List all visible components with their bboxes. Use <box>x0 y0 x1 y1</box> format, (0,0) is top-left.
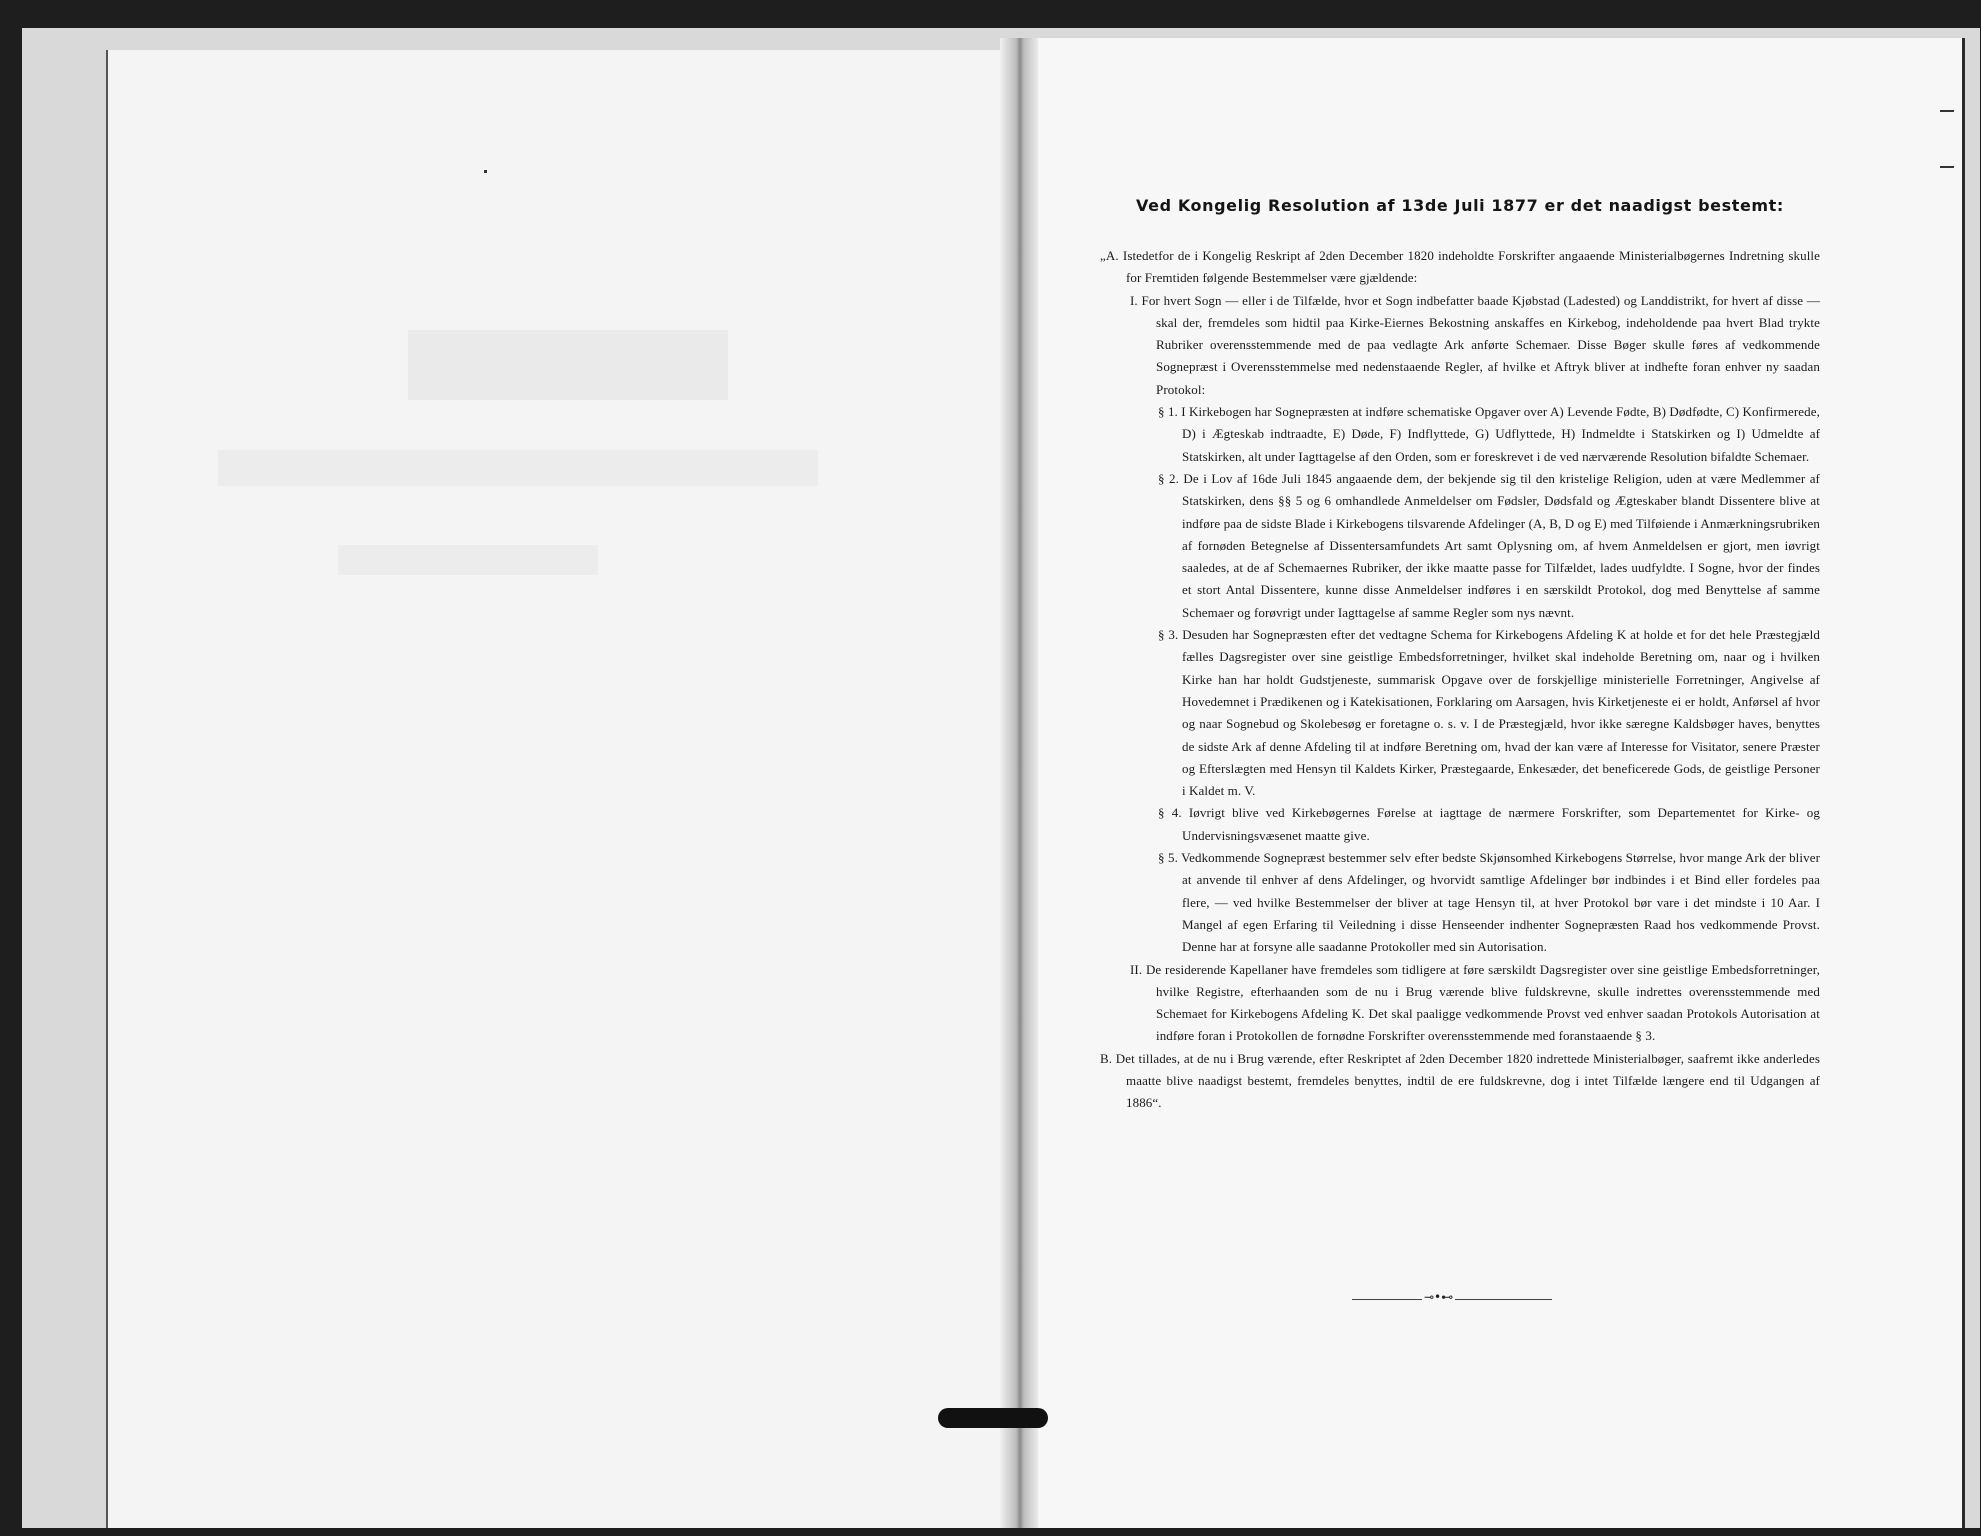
left-page <box>106 50 1003 1528</box>
paragraph-2: § 2. De i Lov af 16de Juli 1845 angaaende dem, der bekjende sig til den kristelige Religion, uden at være Medlemmer af Statskirken, dens §§ 5 og 6 omhandlede Anmeldelser om Fødsler, Dødsfald og Ægteskaber blandt Dissentere blive at indføre paa de sidste Blade i Kirkebogens tilsvarende Afdelinger (A, B, D og E) med Tilføiende i Anmærkningsrubriken af fornøden Betegnelse af Dissentersamfundets Art samt Oplysning om, af hvem Anmeldelsen er gjort, men iøvrigt saaledes, at de af Schemaernes Rubriker, der ikke maatte passe for Tilfældet, lades uudfyldte. I Sogne, hvor der findes et stort Antal Dissentere, kunne disse Anmeldelser indføres i en særskildt Protokol, dog med Benyttelse af samme Schemaer og forøvrigt under Iagttagelse af samme Regler som nys nævnt. <box>1158 470 1820 620</box>
section-a-i: I. For hvert Sogn — eller i de Tilfælde, hvor et Sogn indbefatter baade Kjøbstad (Ladested) og Landdistrikt, for hvert af disse — skal der, fremdeles som hidtil paa Kirke-Eiernes Bekostning anskaffes en Kirkebog, indeholdende paa hvert Blad trykte Rubriker overensstemmende med de paa vedlagte Ark anførte Schemaer. Disse Bøger skulle føres af vedkommende Sognepræst i Overensstemmelse med nedenstaaende Regler, af hvilke et Aftryk bliver at indhefte foran enhver ny saadan Protokol: <box>1130 292 1820 397</box>
document-title: Ved Kongelig Resolution af 13de Juli 1877 er det naadigst bestemt: <box>1136 196 1784 215</box>
section-a: „A. Istedetfor de i Kongelig Reskript af 2den December 1820 indeholdte Forskrifter angaaende Ministerialbøgernes Indretning skulle for Fremtiden følgende Bestemmelser være gjældende: <box>1100 248 1820 286</box>
bleed-through-mark <box>408 330 728 400</box>
speck <box>1940 166 1954 168</box>
paragraph-1: § 1. I Kirkebogen har Sognepræsten at indføre schematiske Opgaver over A) Levende Fødte, B) Dødfødte, C) Konfirmerede, D) i Ægteskab indtraadte, E) Døde, F) Indflyttede, G) Udflyttede, H) Indmeldte i Statskirken og I) Udmeldte af Statskirken, alt under Iagttagelse af den Orden, som er foreskrevet i de ved nærværende Resolution bifaldte Schemaer. <box>1158 404 1820 464</box>
paragraph-3: § 3. Desuden har Sognepræsten efter det vedtagne Schema for Kirkebogens Afdeling K at holde et for det hele Præstegjæld fælles Dagsregister over sine geistlige Embedsforretninger, hvilket skal indeholde Beretning om, naar og i hvilken Kirke han har holdt Gudstjeneste, summarisk Opgave over de forskjellige ministerielle Forretninger, Angivelse af Hovedemnet i Prædikenen og i Katekisationen, Forklaring om Aarsagen, hvis Kirketjeneste ei er holdt, Anførsel af hvor og naar Sognebud og Skolebesøg er foretagne o. s. v. I de Præstegjæld, hvor ikke særegne Kaldsbøger haves, benyttes de sidste Ark af denne Afdeling til at indføre Beretning om, hvad der kan være af Interesse for Visitator, senere Præster og Efterslægten med Hensyn til Kaldets Kirker, Præstegaarde, Enkesæder, det beneficerede Gods, de geistlige Personer i Kaldet m. V. <box>1158 627 1820 799</box>
section-a-ii: II. De residerende Kapellaner have fremdeles som tidligere at føre særskildt Dagsregister over sine geistlige Embedsforretninger, hvilke Registre, efterhaanden som de nu i Brug værende blive fuldskrevne, skulle indrettes overensstemmende med Schemaet for Kirkebogens Afdeling K. Det skal paaligge vedkommende Provst ved enhver saadan Protokols Autorisation at indføre foran i Protokollen de fornødne Forskrifter overensstemmende med foranstaaende § 3. <box>1130 961 1820 1044</box>
bleed-through-mark <box>218 450 818 486</box>
document-body <box>1100 245 1820 1115</box>
bleed-through-mark <box>338 545 598 575</box>
end-ornament: ⊸•⊷ <box>1424 1290 1454 1304</box>
paragraph-5: § 5. Vedkommende Sognepræst bestemmer selv efter bedste Skjønsomhed Kirkebogens Størrelse, hvor mange Ark der bliver at anvende til enhver af dens Afdelinger, og hvorvidt samtlige Afdelinger bør indbindes i et Bind eller fordeles paa flere, — ved hvilke Bestemmelser der bliver at tage Hensyn til, at hver Protokol bør vare i det mindste i 10 Aar. I Mangel af egen Erfaring til Veiledning i disse Henseender indhenter Sognepræsten Raad hos vedkommende Provst. Denne har at forsyne alle saadanne Protokoller med sin Autorisation. <box>1158 850 1820 955</box>
paragraph-4: § 4. Iøvrigt blive ved Kirkebøgernes Førelse at iagttage de nærmere Forskrifter, som Departementet for Kirke- og Undervisningsvæsenet maatte give. <box>1158 805 1820 843</box>
binding-clip <box>938 1408 1048 1428</box>
speck <box>484 170 487 173</box>
section-b: B. Det tillades, at de nu i Brug værende, efter Reskriptet af 2den December 1820 indrettede Ministerialbøger, saafremt ikke anderledes maatte blive naadigst bestemt, fremdeles benyttes, indtil de ere fuldskrevne, dog i intet Tilfælde længere end til Udgangen af 1886“. <box>1100 1050 1820 1111</box>
book-gutter <box>1000 38 1040 1528</box>
speck <box>1940 110 1954 112</box>
